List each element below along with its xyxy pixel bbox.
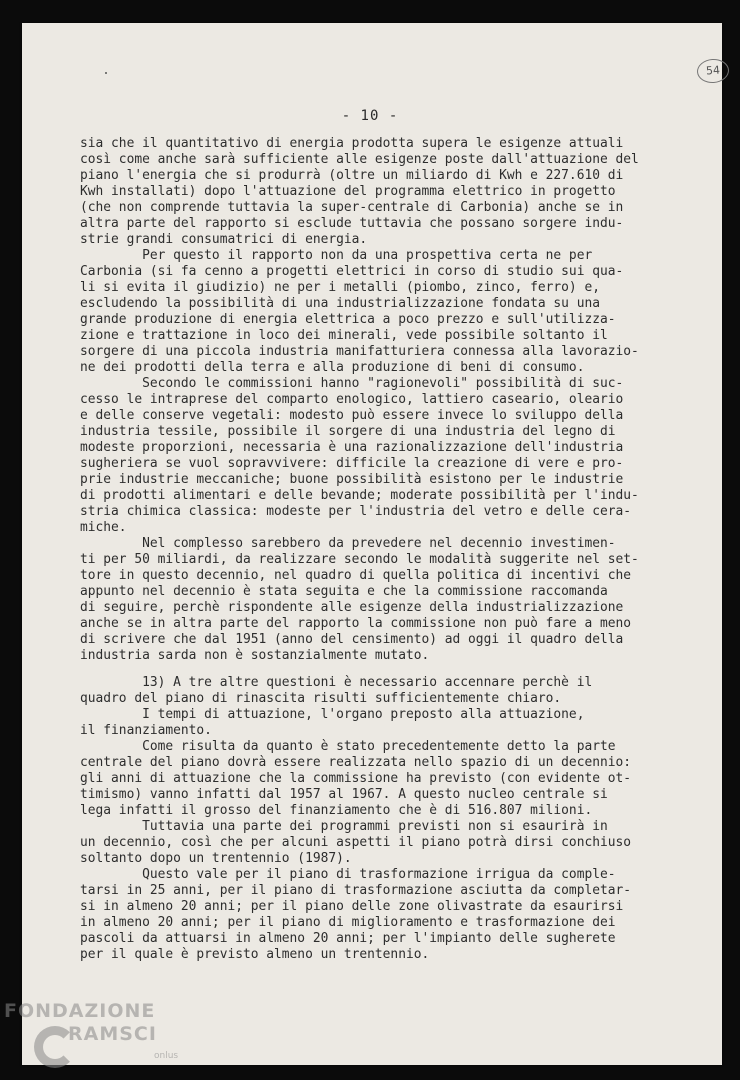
text-line: sugheriera se vuol sopravvivere: difficile la creazione di vere e pro- — [80, 456, 624, 471]
text-line: e delle conserve vegetali: modesto può essere invece lo sviluppo della — [80, 408, 624, 423]
paragraphs-block-1 — [80, 136, 680, 664]
text-line: sorgere di una piccola industria manifatturiera connessa alla lavorazio- — [80, 344, 639, 359]
text-line: industria sarda non è sostanzialmente mutato. — [80, 648, 430, 663]
text-line: Questo vale per il piano di trasformazione irrigua da comple- — [80, 867, 616, 882]
text-line: grande produzione di energia elettrica a poco prezzo e sull'utilizza- — [80, 312, 616, 327]
text-line: ne dei prodotti della terra e alla produzione di beni di consumo. — [80, 360, 585, 375]
page-number: - 10 - — [341, 108, 399, 124]
text-line: anche se in altra parte del rapporto la commissione non può fare a meno — [80, 616, 632, 631]
text-line: (che non comprende tuttavia la super-centrale di Carbonia) anche se in — [80, 200, 624, 215]
text-line: quadro del piano di rinascita risulti sufficientemente chiaro. — [80, 691, 562, 706]
text-line: così come anche sarà sufficiente alle esigenze poste dall'attuazione del — [80, 152, 639, 167]
text-line: per il quale è previsto almeno un trentennio. — [80, 947, 430, 962]
text-line: si in almeno 20 anni; per il piano delle zone olivastrate da esaurirsi — [80, 899, 624, 914]
text-line: sia che il quantitativo di energia prodotta supera le esigenze attuali — [80, 136, 624, 151]
text-line: in almeno 20 anni; per il piano di miglioramento e trasformazione dei — [80, 915, 616, 930]
text-line: di scrivere che dal 1951 (anno del censimento) ad oggi il quadro della — [80, 632, 624, 647]
text-line: 13) A tre altre questioni è necessario accennare perchè il — [80, 675, 593, 690]
text-line: soltanto dopo un trentennio (1987). — [80, 851, 352, 866]
paper-speck — [105, 72, 107, 74]
text-line: tore in questo decennio, nel quadro di quella politica di incentivi che — [80, 568, 632, 583]
archive-page-stamp: 54 — [696, 58, 730, 84]
text-line: altra parte del rapporto si esclude tuttavia che possano sorgere indu- — [80, 216, 624, 231]
text-line: lega infatti il grosso del finanziamento che è di 516.807 milioni. — [80, 803, 593, 818]
gramsci-logo-icon — [34, 1026, 76, 1068]
text-line: miche. — [80, 520, 127, 535]
text-line: un decennio, così che per alcuni aspetti il piano potrà dirsi conchiuso — [80, 835, 632, 850]
text-line: Per questo il rapporto non da una prospettiva certa ne per — [80, 248, 593, 263]
text-line: centrale del piano dovrà essere realizzata nello spazio di un decennio: — [80, 755, 632, 770]
text-line: di seguire, perchè rispondente alle esigenze della industrializzazione — [80, 600, 624, 615]
text-line: di prodotti alimentari e delle bevande; moderate possibilità per l'indu- — [80, 488, 639, 503]
text-line: escludendo la possibilità di una industrializzazione fondata su una — [80, 296, 600, 311]
text-line: stria chimica classica: modeste per l'industria del vetro e delle cera- — [80, 504, 632, 519]
text-line: modeste proporzioni, necessaria è una razionalizzazione dell'industria — [80, 440, 624, 455]
text-line: li si evita il giudizio) ne per i metalli (piombo, zinco, ferro) e, — [80, 280, 600, 295]
text-line: Secondo le commissioni hanno "ragionevoli" possibilità di suc- — [80, 376, 624, 391]
text-line: Tuttavia una parte dei programmi previsti non si esaurirà in — [80, 819, 608, 834]
paragraphs-block-2 — [80, 675, 680, 963]
text-line: gli anni di attuazione che la commissione ha previsto (con evidente ot- — [80, 771, 632, 786]
text-line: prie industrie meccaniche; buone possibilità esistono per le industrie — [80, 472, 624, 487]
text-line: zione e trattazione in loco dei minerali, vede possibile soltanto il — [80, 328, 608, 343]
text-line: Nel complesso sarebbero da prevedere nel decennio investimen- — [80, 536, 616, 551]
watermark-line-1: FONDAZIONE — [4, 1000, 156, 1022]
text-line: industria tessile, possibile il sorgere di una industria del legno di — [80, 424, 616, 439]
text-line: ti per 50 miliardi, da realizzare secondo le modalità suggerite nel set- — [80, 552, 639, 567]
text-line: il finanziamento. — [80, 723, 212, 738]
watermark-line-2: RAMSCI — [68, 1023, 157, 1045]
text-line: Come risulta da quanto è stato precedentemente detto la parte — [80, 739, 616, 754]
text-line: tarsi in 25 anni, per il piano di trasformazione asciutta da completar- — [80, 883, 632, 898]
text-line: strie grandi consumatrici di energia. — [80, 232, 368, 247]
text-line: I tempi di attuazione, l'organo preposto alla attuazione, — [80, 707, 585, 722]
text-line: pascoli da attuarsi in almeno 20 anni; per l'impianto delle sugherete — [80, 931, 616, 946]
text-line: timismo) vanno infatti dal 1957 al 1967. A questo nucleo centrale si — [80, 787, 608, 802]
text-line: appunto nel decennio è stata seguita e che la commissione raccomanda — [80, 584, 608, 599]
text-line: Carbonia (si fa cenno a progetti elettrici in corso di studio sui qua- — [80, 264, 624, 279]
text-line: Kwh installati) dopo l'attuazione del programma elettrico in progetto — [80, 184, 616, 199]
watermark-onlus: onlus — [154, 1051, 179, 1061]
text-line: cesso le intraprese del comparto enologico, lattiero caseario, oleario — [80, 392, 624, 407]
fondazione-gramsci-watermark — [4, 1000, 179, 1061]
text-line: piano l'energia che si produrrà (oltre un miliardo di Kwh e 227.610 di — [80, 168, 624, 183]
